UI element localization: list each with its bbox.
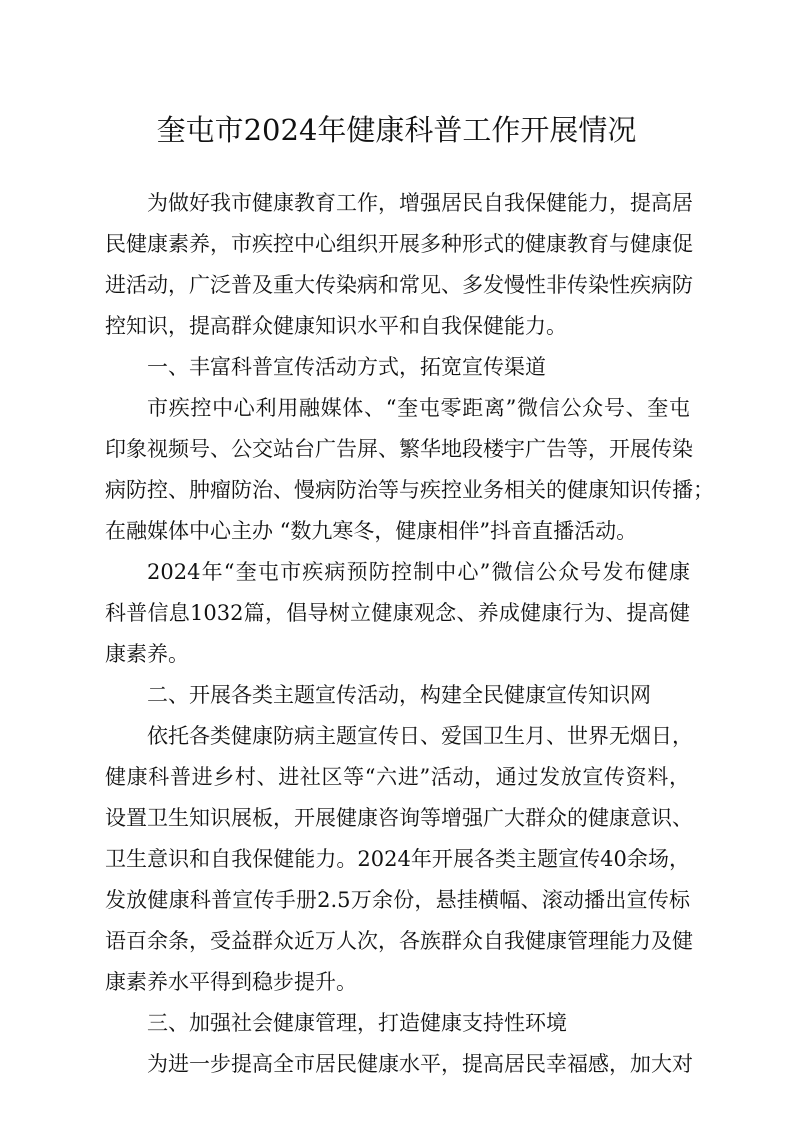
section-heading: 三、加强社会健康管理，打造健康支持性环境: [147, 1011, 567, 1035]
paragraph-line: 2024年“奎屯市疾病预防控制中心”微信公众号发布健康: [147, 560, 690, 584]
section-heading: 二、开展各类主题宣传活动，构建全民健康宣传知识网: [147, 683, 651, 707]
document-title: 奎屯市2024年健康科普工作开展情况: [156, 113, 637, 147]
paragraph-line: 发放健康科普宣传手册2.5万余份，悬挂横幅、滚动播出宣传标: [105, 888, 690, 912]
paragraph-line: 康素养水平得到稳步提升。: [105, 970, 357, 994]
paragraph-line: 民健康素养，市疾控中心组织开展多种形式的健康教育与健康促: [105, 232, 693, 256]
paragraph-line: 为做好我市健康教育工作，增强居民自我保健能力，提高居: [147, 191, 693, 215]
paragraph-line: 卫生意识和自我保健能力。2024年开展各类主题宣传40余场，: [105, 847, 690, 871]
paragraph-line: 科普信息1032篇，倡导树立健康观念、养成健康行为、提高健: [105, 601, 690, 625]
paragraph-line: 为进一步提高全市居民健康水平，提高居民幸福感，加大对: [147, 1052, 693, 1076]
section-heading: 一、丰富科普宣传活动方式，拓宽宣传渠道: [147, 355, 546, 379]
paragraph-line: 市疾控中心利用融媒体、“奎屯零距离”微信公众号、奎屯: [147, 396, 690, 420]
paragraph-line: 控知识，提高群众健康知识水平和自我保健能力。: [105, 314, 567, 338]
paragraph-line: 设置卫生知识展板，开展健康咨询等增强广大群众的健康意识、: [105, 806, 693, 830]
paragraph-line: 健康科普进乡村、进社区等“六进”活动，通过发放宣传资料，: [105, 765, 690, 789]
paragraph-line: 病防控、肿瘤防治、慢病防治等与疾控业务相关的健康知识传播；: [105, 478, 714, 502]
paragraph-line: 印象视频号、公交站台广告屏、繁华地段楼宇广告等，开展传染: [105, 437, 693, 461]
paragraph-line: 依托各类健康防病主题宣传日、爱国卫生月、世界无烟日，: [147, 724, 693, 748]
paragraph-line: 在融媒体中心主办 “数九寒冬，健康相伴”抖音直播活动。: [105, 519, 638, 543]
paragraph-line: 语百余条，受益群众近万人次，各族群众自我健康管理能力及健: [105, 929, 693, 953]
paragraph-line: 进活动，广泛普及重大传染病和常见、多发慢性非传染性疾病防: [105, 273, 693, 297]
paragraph-line: 康素养。: [105, 642, 189, 666]
